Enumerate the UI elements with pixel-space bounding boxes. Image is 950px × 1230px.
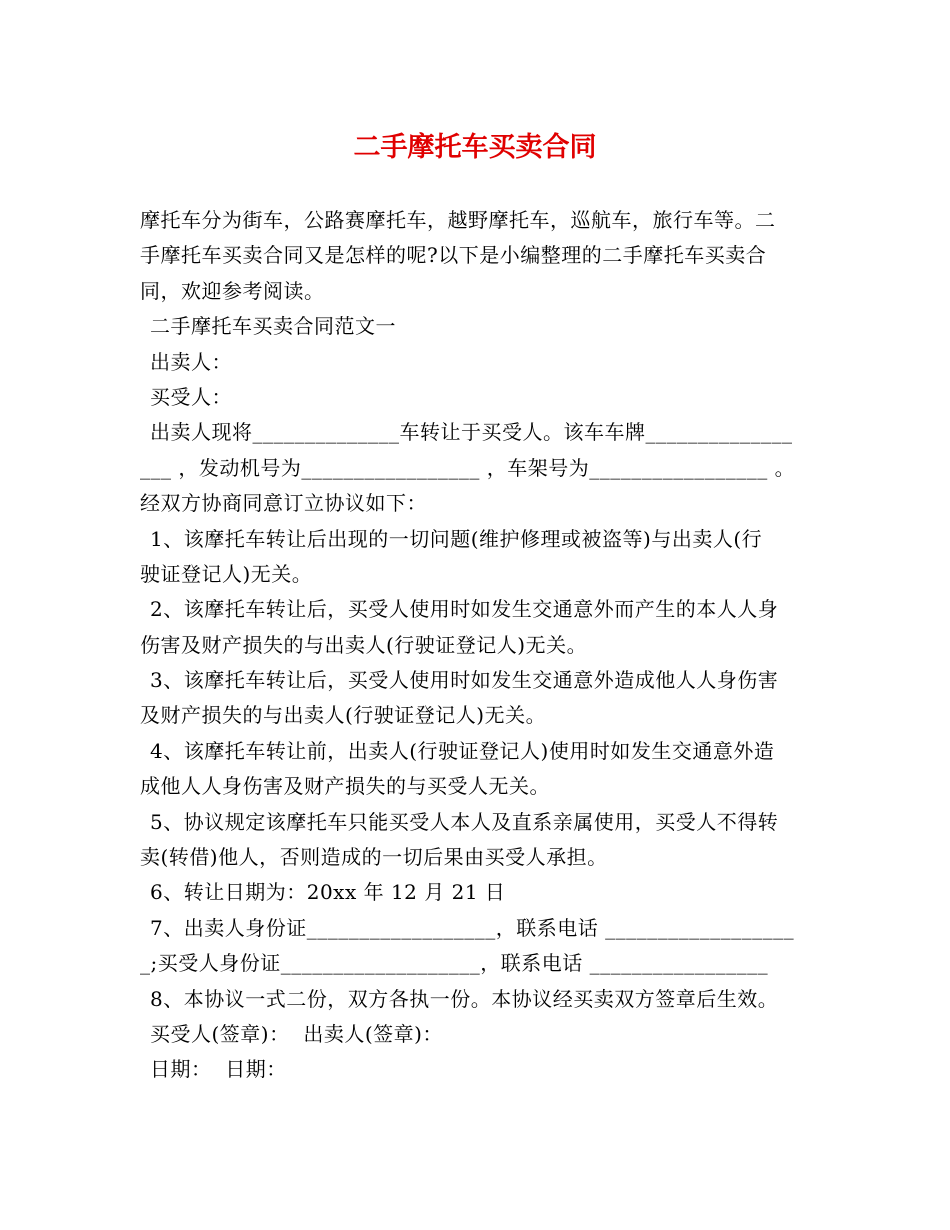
seller-label: 出卖人： bbox=[150, 349, 232, 374]
transfer-clause-line: 出卖人现将______________车转让于买受人。该车车牌______________ bbox=[150, 420, 793, 445]
clause-line: 驶证登记人)无关。 bbox=[140, 561, 313, 586]
transfer-date-line: 6、转让日期为：20xx 年 12 月 21 日 bbox=[150, 880, 506, 905]
buyer-label: 买受人： bbox=[150, 384, 232, 409]
clause-line: 伤害及财产损失的与出卖人(行驶证登记人)无关。 bbox=[140, 632, 588, 657]
clause-line: 卖(转借)他人，否则造成的一切后果由买受人承担。 bbox=[140, 845, 608, 870]
paragraph-line: 摩托车分为街车，公路赛摩托车，越野摩托车，巡航车，旅行车等。二 bbox=[140, 208, 776, 232]
clause-line: 成他人人身伤害及财产损失的与买受人无关。 bbox=[140, 774, 550, 799]
document-body bbox=[140, 203, 820, 1088]
id-contact-line: _;买受人身份证___________________，联系电话 _________________ bbox=[140, 951, 769, 976]
clause-line: 3、该摩托车转让后，买受人使用时如发生交通意外造成他人人身伤害 bbox=[150, 668, 779, 693]
id-contact-line: 7、出卖人身份证__________________，联系电话 __________________ bbox=[150, 915, 795, 940]
clause-line: 8、本协议一式二份，双方各执一份。本协议经买卖双方签章后生效。 bbox=[150, 986, 779, 1011]
clause-line: 及财产损失的与出卖人(行驶证登记人)无关。 bbox=[140, 703, 547, 728]
paragraph-line: 同，欢迎参考阅读。 bbox=[140, 278, 325, 303]
agreement-intro: 经双方协商同意订立协议如下： bbox=[140, 491, 427, 516]
signature-line: 买受人(签章)： 出卖人(签章)： bbox=[150, 1021, 443, 1046]
clause-line: 5、协议规定该摩托车只能买受人本人及直系亲属使用，买受人不得转 bbox=[150, 809, 779, 834]
paragraph-line: 手摩托车买卖合同又是怎样的呢?以下是小编整理的二手摩托车买卖合 bbox=[140, 243, 767, 268]
clause-line: 2、该摩托车转让后，买受人使用时如发生交通意外而产生的本人人身 bbox=[150, 597, 779, 622]
section-heading: 二手摩托车买卖合同范文一 bbox=[150, 314, 396, 339]
transfer-clause-line: ___ ，发动机号为_________________ ，车架号为_________________ 。 bbox=[140, 455, 796, 480]
clause-line: 4、该摩托车转让前，出卖人(行驶证登记人)使用时如发生交通意外造 bbox=[150, 738, 775, 763]
clause-line: 1、该摩托车转让后出现的一切问题(维护修理或被盗等)与出卖人(行 bbox=[150, 526, 763, 551]
date-line: 日期： 日期： bbox=[150, 1057, 287, 1082]
document-title: 二手摩托车买卖合同 bbox=[353, 132, 597, 163]
